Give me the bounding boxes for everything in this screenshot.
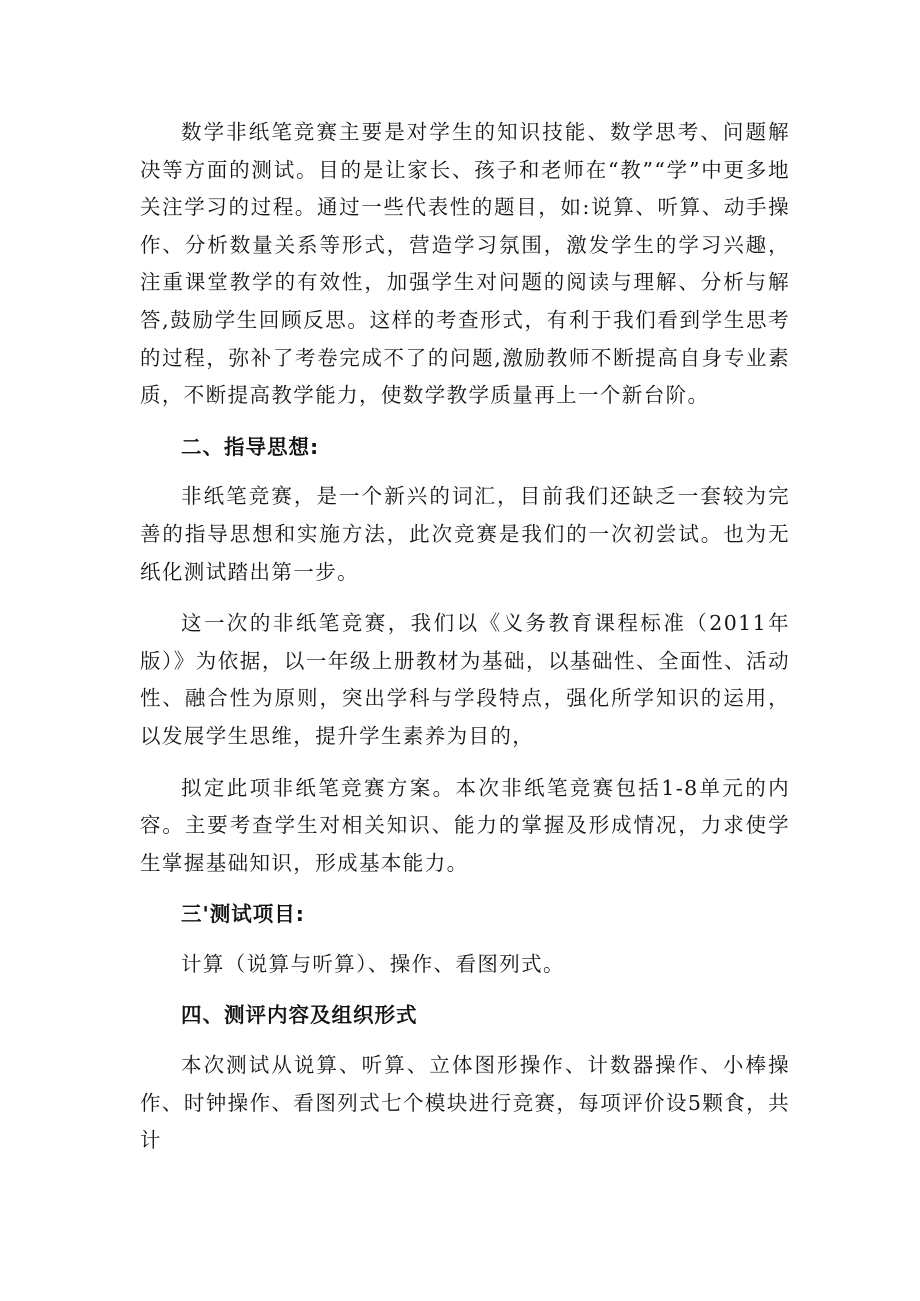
heading-test-items: 三'测试项目: xyxy=(181,902,305,927)
document-body xyxy=(140,114,790,1174)
paragraph-test-items: 计算（说算与听算）、操作、看图列式。 xyxy=(181,951,565,976)
paragraph-intro: 数学非纸笔竞赛主要是对学生的知识技能、数学思考、问题解决等方面的测试。目的是让家长、孩子和老师在“教”“学”中更多地关注学习的过程。通过一些代表性的题目，如:说算、听算、动手操作、分析数量关系等形式，营造学习氛围，激发学生的学习兴趣，注重课堂教学的有效性，加强学生对问题的阅读与理解、分析与解答,鼓励学生回顾反思。这样的考查形式，有利于我们看到学生思考的过程，弥补了考卷完成不了的问题,激励教师不断提高自身专业素质，不断提高教学能力，使数学教学质量再上一个新台阶。 xyxy=(140,120,790,408)
paragraph-curriculum-basis: 这一次的非纸笔竞赛，我们以《义务教育课程标准（2011年版）》为依据，以一年级上册教材为基础，以基础性、全面性、活动性、融合性为原则，突出学科与学段特点，强化所学知识的运用，以发展学生思维，提升学生素养为目的， xyxy=(140,611,790,748)
heading-guiding-ideology: 二、指导思想: xyxy=(181,434,320,459)
paragraph-guiding-ideology: 非纸笔竞赛，是一个新兴的词汇，目前我们还缺乏一套较为完善的指导思想和实施方法，此次竞赛是我们的一次初尝试。也为无纸化测试踏出第一步。 xyxy=(140,484,790,584)
paragraph-evaluation-content: 本次测试从说算、听算、立体图形操作、计数器操作、小棒操作、时钟操作、看图列式七个模块进行竞赛，每项评价设5颗食，共计 xyxy=(140,1053,790,1153)
heading-evaluation-content: 四、测评内容及组织形式 xyxy=(181,1003,418,1028)
paragraph-plan: 拟定此项非纸笔竞赛方案。本次非纸笔竞赛包括1-8单元的内容。主要考查学生对相关知识、能力的掌握及形成情况，力求使学生掌握基础知识，形成基本能力。 xyxy=(140,775,790,875)
